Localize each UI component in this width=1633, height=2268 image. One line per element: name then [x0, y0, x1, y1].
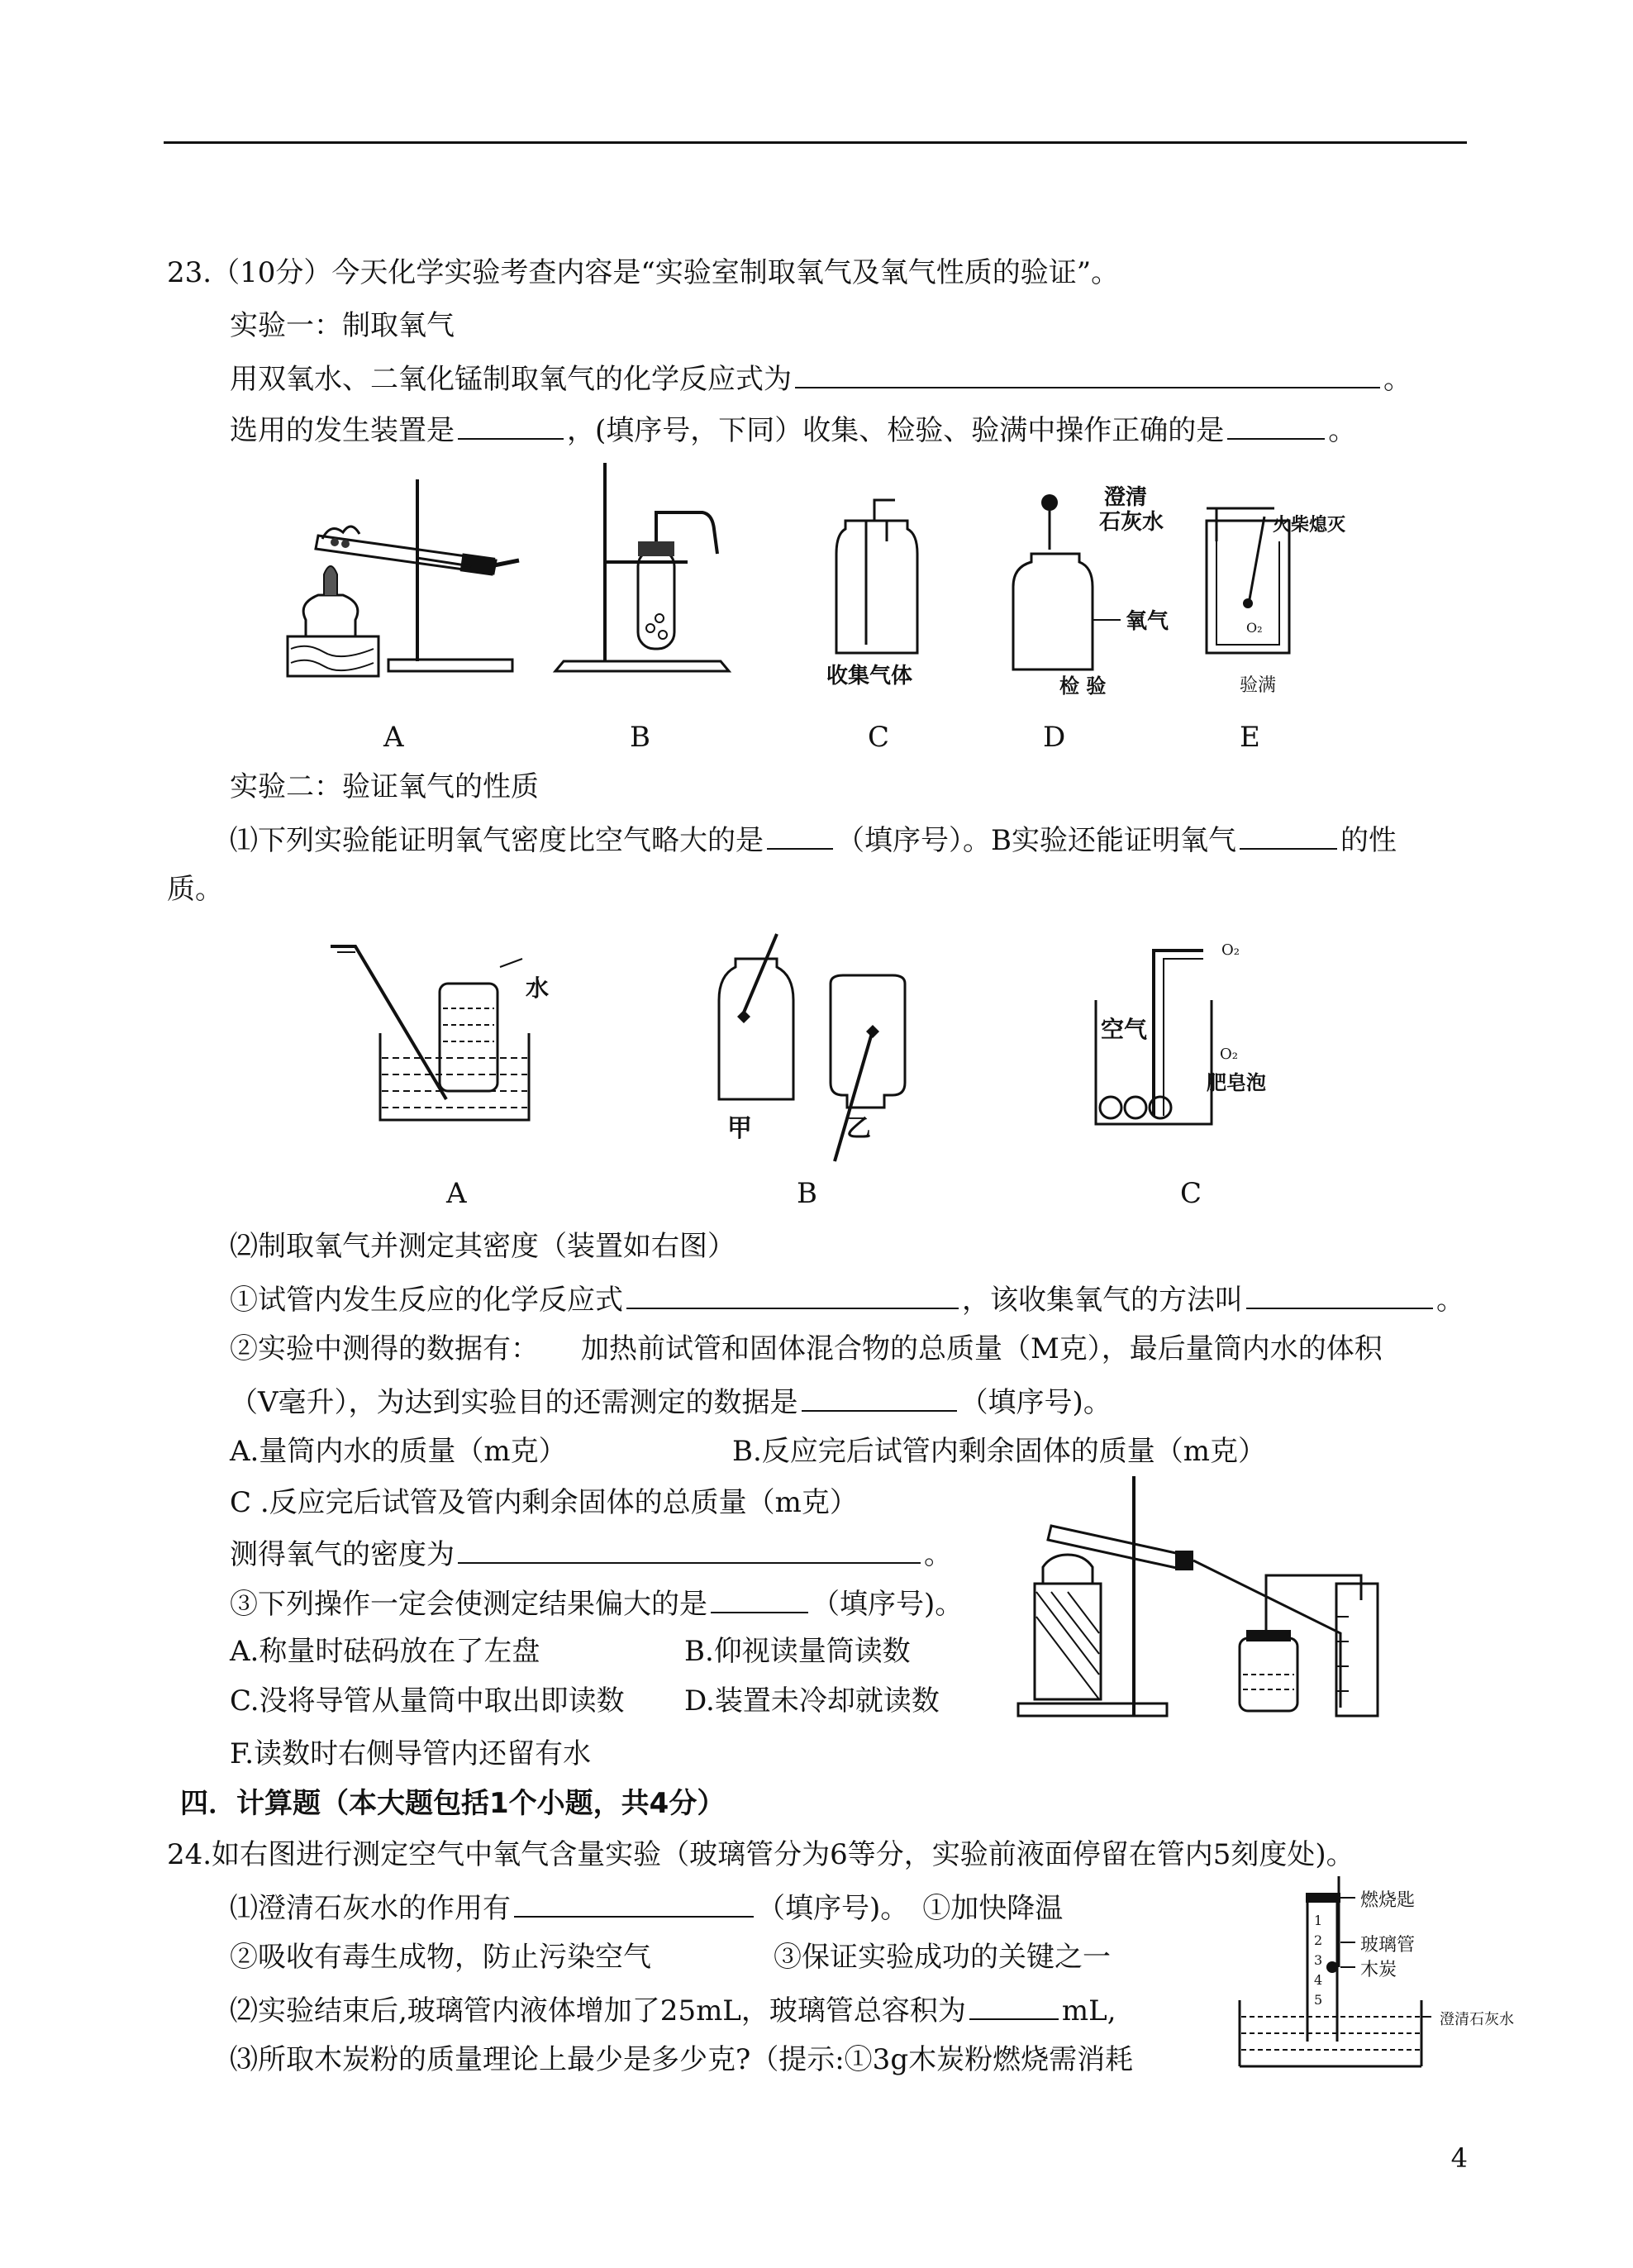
option-c: C .反应完后试管及管内剩余固体的总质量（m克） [230, 1486, 858, 1519]
fig1-label-b: B [630, 721, 650, 754]
answer-blank-limewater[interactable] [514, 1888, 754, 1918]
q24-1-opt2: ②吸收有毒生成物，防止污染空气 [230, 1941, 651, 1974]
fig2-label-a: A [446, 1177, 467, 1210]
answer-blank-density-value[interactable] [458, 1534, 921, 1564]
q24-fig-tick-2: 2 [1314, 1932, 1323, 1948]
exp1-line2 [230, 410, 1356, 449]
q24-1-text: ⑴澄清石灰水的作用有 [230, 1892, 511, 1925]
figure-property-a [331, 934, 545, 1124]
exp1-line1-end: 。 [1383, 363, 1412, 396]
density-text: 测得氧气的密度为 [230, 1538, 455, 1571]
answer-blank-equation[interactable] [795, 359, 1380, 388]
answer-blank-property[interactable] [1240, 820, 1337, 850]
q24-3: ⑶所取木炭粉的质量理论上最少是多少克?（提示:①3g木炭粉燃烧需消耗 [230, 2043, 1134, 2076]
exp1-line1-text: 用双氧水、二氧化锰制取氧气的化学反应式为 [230, 363, 792, 396]
exp2-q1 [230, 820, 1397, 859]
fig1-label-c: C [868, 721, 890, 754]
density-end: 。 [924, 1538, 952, 1571]
q24-fig-tick-3: 3 [1314, 1952, 1323, 1968]
q24-1-opt3: ③保证实验成功的关键之一 [774, 1941, 1111, 1974]
exp2-q1-text: ⑴下列实验能证明氧气密度比空气略大的是 [230, 824, 764, 857]
q24-fig-tick-5: 5 [1314, 1992, 1323, 2008]
q24-2-text: ⑵实验结束后,玻璃管内液体增加了25mL，玻璃管总容积为 [230, 1994, 966, 2027]
op-d: D.装置未冷却就读数 [684, 1684, 940, 1718]
header-rule [164, 141, 1467, 144]
q2-1-end: 。 [1436, 1284, 1464, 1317]
exp1-title: 实验一：制取氧气 [230, 309, 455, 342]
fig1-e-o2: O₂ [1246, 620, 1263, 636]
q2-2-cont [230, 1382, 1112, 1421]
fig2-b-jia: 甲 [727, 1114, 752, 1143]
exp2-q1-wrap: 质。 [167, 873, 223, 906]
option-a: A.量筒内水的质量（m克） [230, 1435, 567, 1468]
exp1-line1 [230, 359, 1412, 398]
fig2-label-b: B [797, 1177, 817, 1210]
q24-fig-spoon: 燃烧匙 [1360, 1890, 1416, 1911]
op-c: C.没将导管从量筒中取出即读数 [230, 1684, 625, 1718]
op-f: F.读数时右侧导管内还留有水 [230, 1737, 592, 1770]
figure-apparatus-b [555, 463, 770, 678]
section4-title: 四．计算题（本大题包括1个小题，共4分） [180, 1787, 726, 1820]
op-b: B.仰视读量筒读数 [684, 1635, 911, 1668]
fig1-label-a: A [383, 721, 404, 754]
fig2-c-air: 空气 [1101, 1016, 1148, 1043]
fig1-label-e: E [1240, 721, 1260, 754]
answer-blank-collect[interactable] [1227, 410, 1325, 440]
fig2-label-c: C [1180, 1177, 1202, 1210]
fig1-d-text3: 氧气 [1126, 609, 1169, 634]
fig1-c-caption: 收集气体 [826, 664, 913, 688]
q24-fig-tick-1: 1 [1314, 1913, 1323, 1928]
exp2-q1-end: 的性 [1340, 824, 1397, 857]
q2-1 [230, 1279, 1464, 1318]
exp2-q1-mid: （填序号）。B实验还能证明氧气 [836, 824, 1236, 857]
exp1-line2-mid: ，(填序号，下同）收集、检验、验满中操作正确的是 [567, 414, 1225, 447]
exp1-line2-text: 选用的发生装置是 [230, 414, 455, 447]
q2-1-text: ①试管内发生反应的化学反应式 [230, 1284, 623, 1317]
fig1-e-text1: 火柴熄灭 [1273, 515, 1346, 536]
answer-blank-method[interactable] [1246, 1279, 1433, 1309]
fig2-c-o2-top: O₂ [1221, 941, 1240, 959]
answer-blank-volume[interactable] [969, 1990, 1059, 2020]
answer-blank-error[interactable] [711, 1584, 808, 1613]
q2-2: ②实验中测得的数据有： 加热前试管和固体混合物的总质量（M克），最后量筒内水的体积 [230, 1332, 1383, 1365]
fig1-d-text2: 石灰水 [1099, 510, 1164, 535]
q2-3-text: ③下列操作一定会使测定结果偏大的是 [230, 1588, 707, 1621]
q2-3 [230, 1584, 963, 1622]
fig1-label-d: D [1043, 721, 1066, 754]
answer-blank-generator[interactable] [458, 410, 564, 440]
q24-fig-charcoal: 木炭 [1360, 1960, 1397, 1980]
fig2-b-yi: 乙 [846, 1114, 871, 1143]
fig2-c-bubble: 肥皂泡 [1207, 1071, 1266, 1094]
q24-2 [230, 1990, 1116, 2029]
page-number: 4 [1450, 2142, 1468, 2174]
q23-title: 23.（10分）今天化学实验考查内容是“实验室制取氧气及氧气性质的验证”。 [167, 256, 1120, 289]
fig2-c-o2: O₂ [1220, 1046, 1238, 1063]
q2-2-end: （填序号)。 [959, 1386, 1112, 1419]
figure-apparatus-a [273, 463, 521, 678]
answer-blank-data[interactable] [802, 1382, 957, 1412]
q24-fig-tube: 玻璃管 [1360, 1935, 1416, 1956]
op-a: A.称量时砝码放在了左盘 [230, 1635, 540, 1668]
figure-density-apparatus [1018, 1476, 1398, 1724]
q24-1 [230, 1888, 1063, 1927]
q2-1-mid: ，该收集氧气的方法叫 [962, 1284, 1243, 1317]
fig1-e-text2: 验满 [1240, 675, 1277, 696]
exp2-title: 实验二：验证氧气的性质 [230, 770, 539, 803]
q24-fig-tick-4: 4 [1314, 1972, 1323, 1988]
answer-blank-reaction[interactable] [626, 1279, 959, 1309]
q2-3-end: （填序号)。 [812, 1588, 964, 1621]
q24-title: 24.如右图进行测定空气中氧气含量实验（玻璃管分为6等分，实验前液面停留在管内5刻度处)。 [167, 1838, 1354, 1871]
q2-2-text: （V毫升），为达到实验目的还需测定的数据是 [230, 1386, 798, 1419]
option-b: B.反应完后试管内剩余固体的质量（m克） [732, 1435, 1267, 1468]
fig2-a-water: 水 [526, 974, 550, 1002]
fig1-d-text4: 检 验 [1059, 674, 1107, 698]
exp1-line2-end: 。 [1328, 414, 1357, 447]
fig1-d-text1: 澄清 [1104, 485, 1148, 510]
q24-fig-limewater: 澄清石灰水 [1440, 2011, 1514, 2028]
density-line [230, 1534, 952, 1573]
q24-2-end: mL, [1061, 1994, 1116, 2027]
q24-1-end: （填序号)。 ①加快降温 [757, 1892, 1064, 1925]
q2-title: ⑵制取氧气并测定其密度（装置如右图） [230, 1230, 736, 1263]
answer-blank-density[interactable] [767, 820, 833, 850]
